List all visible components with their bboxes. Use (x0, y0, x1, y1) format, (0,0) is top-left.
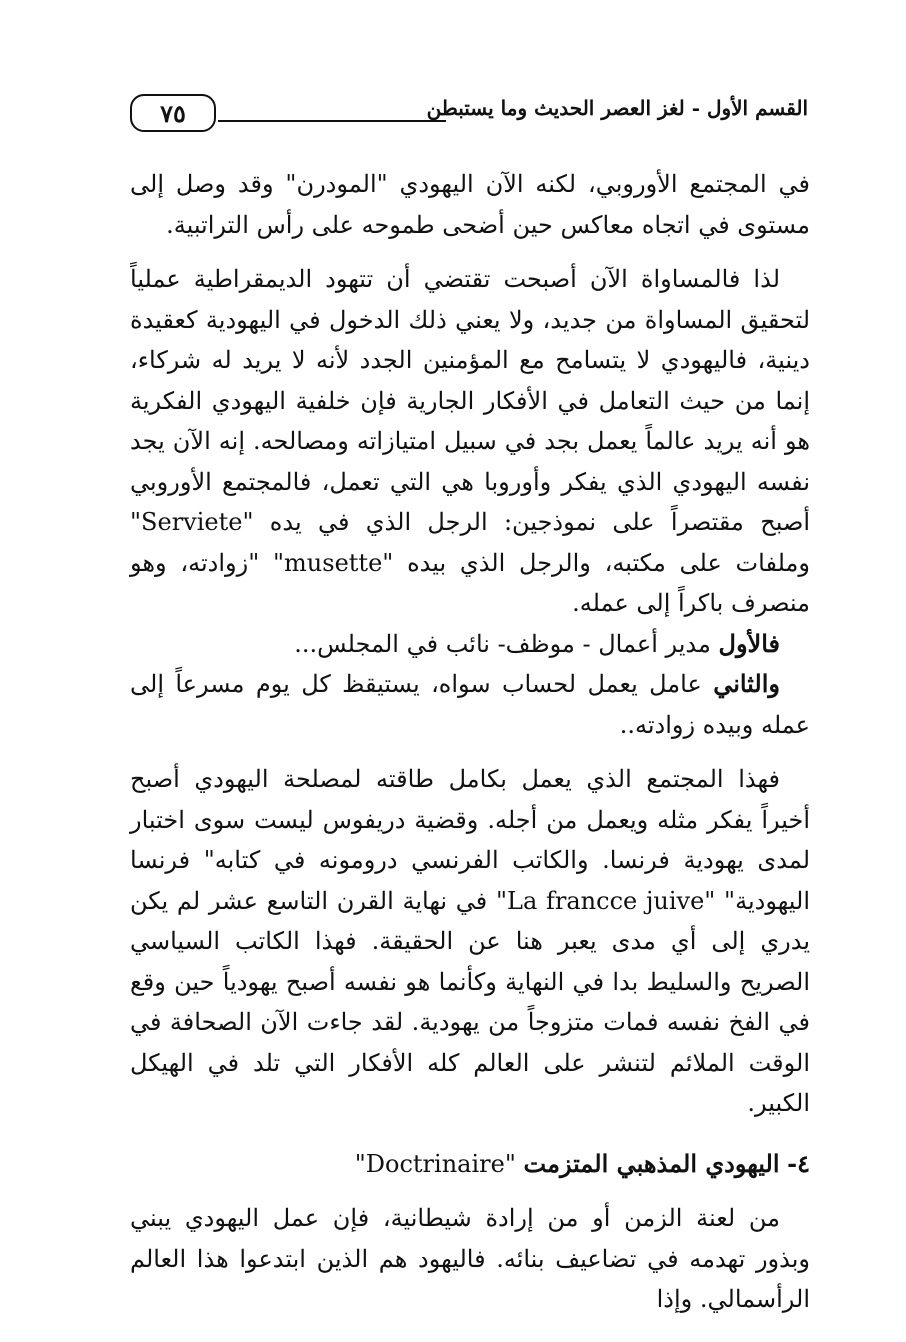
paragraph-3 (130, 624, 810, 665)
paragraph-1: في المجتمع الأوروبي، لكنه الآن اليهودي "المودرن" وقد وصل إلى مستوى في اتجاه معاكس حين أضحى طموحه على رأس التراتبية. (130, 170, 810, 239)
paragraph-3-text: مدير أعمال - موظف- نائب في المجلس... (294, 629, 719, 658)
section-latin-term: "Doctrinaire" (354, 1149, 516, 1178)
paragraph-4-text: عامل يعمل لحساب سواه، يستيقظ كل يوم مسرعاً إلى عمله وبيده زوادته.. (130, 670, 810, 739)
running-title: القسم الأول - لغز العصر الحديث وما يستبطن (426, 96, 808, 120)
paragraph-6: من لعنة الزمن أو من إرادة شيطانية، فإن عمل اليهودي يبني وبذور تهدمه في تضاعيف بنائه. فاليهود هم الذين ابتدعوا هذا العالم الرأسمالي. وإذا (130, 1204, 810, 1313)
paragraph-3-lead: فالأول (718, 628, 780, 658)
section-heading (130, 1144, 810, 1185)
page-header (130, 92, 808, 136)
section-number: ٤- (787, 1148, 810, 1178)
section-title: اليهودي المذهبي المتزمت (523, 1148, 780, 1178)
header-rule (218, 120, 446, 122)
page-number: ٧٥ (160, 98, 186, 128)
paragraph-4 (130, 664, 810, 745)
paragraph-2: لذا فالمساواة الآن أصبحت تقتضي أن تتهود الديمقراطية عملياً لتحقيق المساواة من جديد، ولا يعني ذلك الدخول في اليهودية كعقيدة دينية، فاليهودي لا يتسامح مع المؤمنين الجدد لأنه لا يريد له شركاء، إنما من حيث التعامل في الأفكار الجارية فإن خلفية اليهودي الفكرية هو أنه يريد عالماً يعمل بجد في سبيل امتيازاته ومصالحه. إنه الآن يجد نفسه اليهودي الذي يفكر وأوروبا هي التي تعمل، فالمجتمع الأوروبي أصبح مقتصراً على نموذجين: الرجل الذي في يده "Serviete" وملفات على مكتبه، والرجل الذي بيده "musette" "زوادته، وهو منصرف باكراً إلى عمله. (130, 265, 810, 617)
body-text (130, 164, 810, 1320)
paragraph-4-lead: والثاني (713, 669, 780, 698)
paragraph-5: فهذا المجتمع الذي يعمل بكامل طاقته لمصلحة اليهودي أصبح أخيراً يفكر مثله ويعمل من أجله. وقضية دريفوس ليست سوى اختبار لمدى يهودية فرنسا. والكاتب الفرنسي درومونه في كتابه" فرنسا اليهودية" "La francce juive" في نهاية القرن التاسع عشر لم يكن يدري إلى أي مدى يعبر هنا عن الحقيقة. فهذا الكاتب السياسي الصريح والسليط بدا في النهاية وكأنما هو نفسه أصبح يهودياً حين وقع في الفخ نفسه فمات متزوجاً من يهودية. لقد جاءت الآن الصحافة في الوقت الملائم لتنشر على العالم كله الأفكار التي تلد في الهيكل الكبير. (130, 765, 810, 1117)
page-number-box (130, 94, 216, 132)
